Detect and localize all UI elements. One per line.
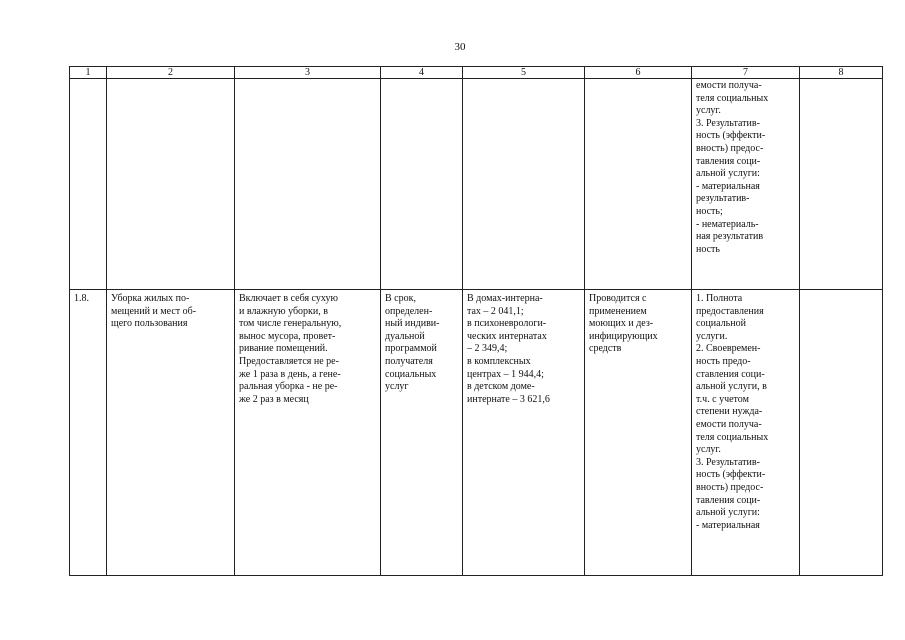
cell-line: альной услуги: <box>696 507 760 519</box>
column-header: 2 <box>107 67 235 79</box>
column-header: 3 <box>235 67 381 79</box>
quality-indicators-cell <box>692 79 800 290</box>
cell-line: получателя <box>385 355 433 367</box>
cell-line: т.ч. с учетом <box>696 393 749 405</box>
row-number-cell: 1.8. <box>70 290 107 576</box>
cell-line: вынос мусора, провет- <box>239 330 336 342</box>
cell-line: ность (эффекти- <box>696 469 766 481</box>
cell-line: ность; <box>696 205 723 217</box>
cell-line: ная результатив <box>696 231 764 243</box>
cell-line: услуг. <box>696 444 721 456</box>
cell-line: в комплексных <box>467 355 531 367</box>
cell-line: ривание помещений. <box>239 343 328 355</box>
cell-line: ческих интернатах <box>467 330 547 342</box>
cell-line: ральная уборка - не ре- <box>239 381 338 393</box>
cell-line: средств <box>589 343 622 355</box>
service-description-cell <box>235 79 381 290</box>
cell-line: вность) предос- <box>696 142 764 154</box>
column-header: 8 <box>800 67 883 79</box>
cell-line: ность предо- <box>696 355 751 367</box>
cell-line: социальных <box>385 368 437 380</box>
cell-line: емости получа- <box>696 418 762 430</box>
cell-line: - нематериаль- <box>696 218 759 230</box>
cell-line: центрах – 1 944,4; <box>467 368 544 380</box>
page-number: 30 <box>454 41 466 53</box>
cell-line: программой <box>385 343 437 355</box>
cell-line: – 2 349,4; <box>467 343 508 355</box>
cell-line: вность) предос- <box>696 481 764 493</box>
cell-line: дуальной <box>385 330 425 342</box>
service-description-cell <box>235 290 381 576</box>
table-row <box>70 290 883 576</box>
service-name-cell <box>107 79 235 290</box>
cell-line: Включает в себя сухую <box>239 293 338 304</box>
cell-line: социальной <box>696 318 746 330</box>
cell-line: и влажную уборки, в <box>239 305 328 317</box>
service-name-cell <box>107 290 235 576</box>
quality-indicators-cell <box>692 290 800 576</box>
cell-line: 3. Результатив- <box>696 117 760 129</box>
conditions-cell <box>585 290 692 576</box>
cell-line: степени нужда- <box>696 406 763 418</box>
notes-cell <box>800 79 883 290</box>
cell-line: тавления соци- <box>696 494 761 506</box>
service-term-cell <box>381 79 463 290</box>
column-header: 4 <box>381 67 463 79</box>
cell-line: теля социальных <box>696 431 769 443</box>
cell-line: Проводится с <box>589 293 647 304</box>
cell-line: услуги. <box>696 330 728 342</box>
column-header: 1 <box>70 67 107 79</box>
cell-line: применением <box>589 305 647 317</box>
cell-line: тах – 2 041,1; <box>467 305 524 317</box>
tariff-cell <box>463 290 585 576</box>
services-table <box>69 66 883 576</box>
table-row <box>70 79 883 290</box>
cell-line: альной услуги: <box>696 168 760 180</box>
header-row <box>70 67 883 79</box>
cell-line: Предоставляется не ре- <box>239 355 339 367</box>
service-term-cell <box>381 290 463 576</box>
cell-line: 2. Своевремен- <box>696 343 761 355</box>
cell-line: В срок, <box>385 293 416 304</box>
cell-line: результатив- <box>696 193 750 205</box>
cell-line: щего пользования <box>111 318 188 330</box>
cell-line: услуг <box>385 381 409 393</box>
column-header: 7 <box>692 67 800 79</box>
cell-line: емости получа- <box>696 80 762 91</box>
cell-line: ность <box>696 243 720 255</box>
notes-cell <box>800 290 883 576</box>
cell-line: 3. Результатив- <box>696 456 760 468</box>
cell-line: 1. Полнота <box>696 293 743 304</box>
cell-line: инфицирующих <box>589 330 658 342</box>
tariff-cell <box>463 79 585 290</box>
cell-line: В домах-интерна- <box>467 293 543 304</box>
column-header: 5 <box>463 67 585 79</box>
cell-line: же 1 раза в день, а гене- <box>239 368 341 380</box>
cell-line: том числе генеральную, <box>239 318 342 330</box>
cell-line: тавления соци- <box>696 155 761 167</box>
cell-line: ность (эффекти- <box>696 130 766 142</box>
cell-line: - материальная <box>696 180 760 192</box>
cell-line: моющих и дез- <box>589 318 654 330</box>
cell-line: в детском доме- <box>467 381 535 393</box>
cell-line: определен- <box>385 305 433 317</box>
cell-line: услуг. <box>696 105 721 117</box>
row-number-cell <box>70 79 107 290</box>
cell-line: - материальная <box>696 519 760 531</box>
cell-line: же 2 раз в месяц <box>239 393 309 405</box>
cell-line: Уборка жилых по- <box>111 293 190 304</box>
conditions-cell <box>585 79 692 290</box>
cell-line: мещений и мест об- <box>111 305 197 317</box>
cell-line: предоставления <box>696 305 764 317</box>
cell-line: ный индиви- <box>385 318 440 330</box>
cell-line: интернате – 3 621,6 <box>467 393 550 405</box>
column-header: 6 <box>585 67 692 79</box>
cell-line: теля социальных <box>696 92 769 104</box>
cell-line: альной услуги, в <box>696 381 767 393</box>
cell-line: в психоневрологи- <box>467 318 547 330</box>
cell-line: ставления соци- <box>696 368 765 380</box>
